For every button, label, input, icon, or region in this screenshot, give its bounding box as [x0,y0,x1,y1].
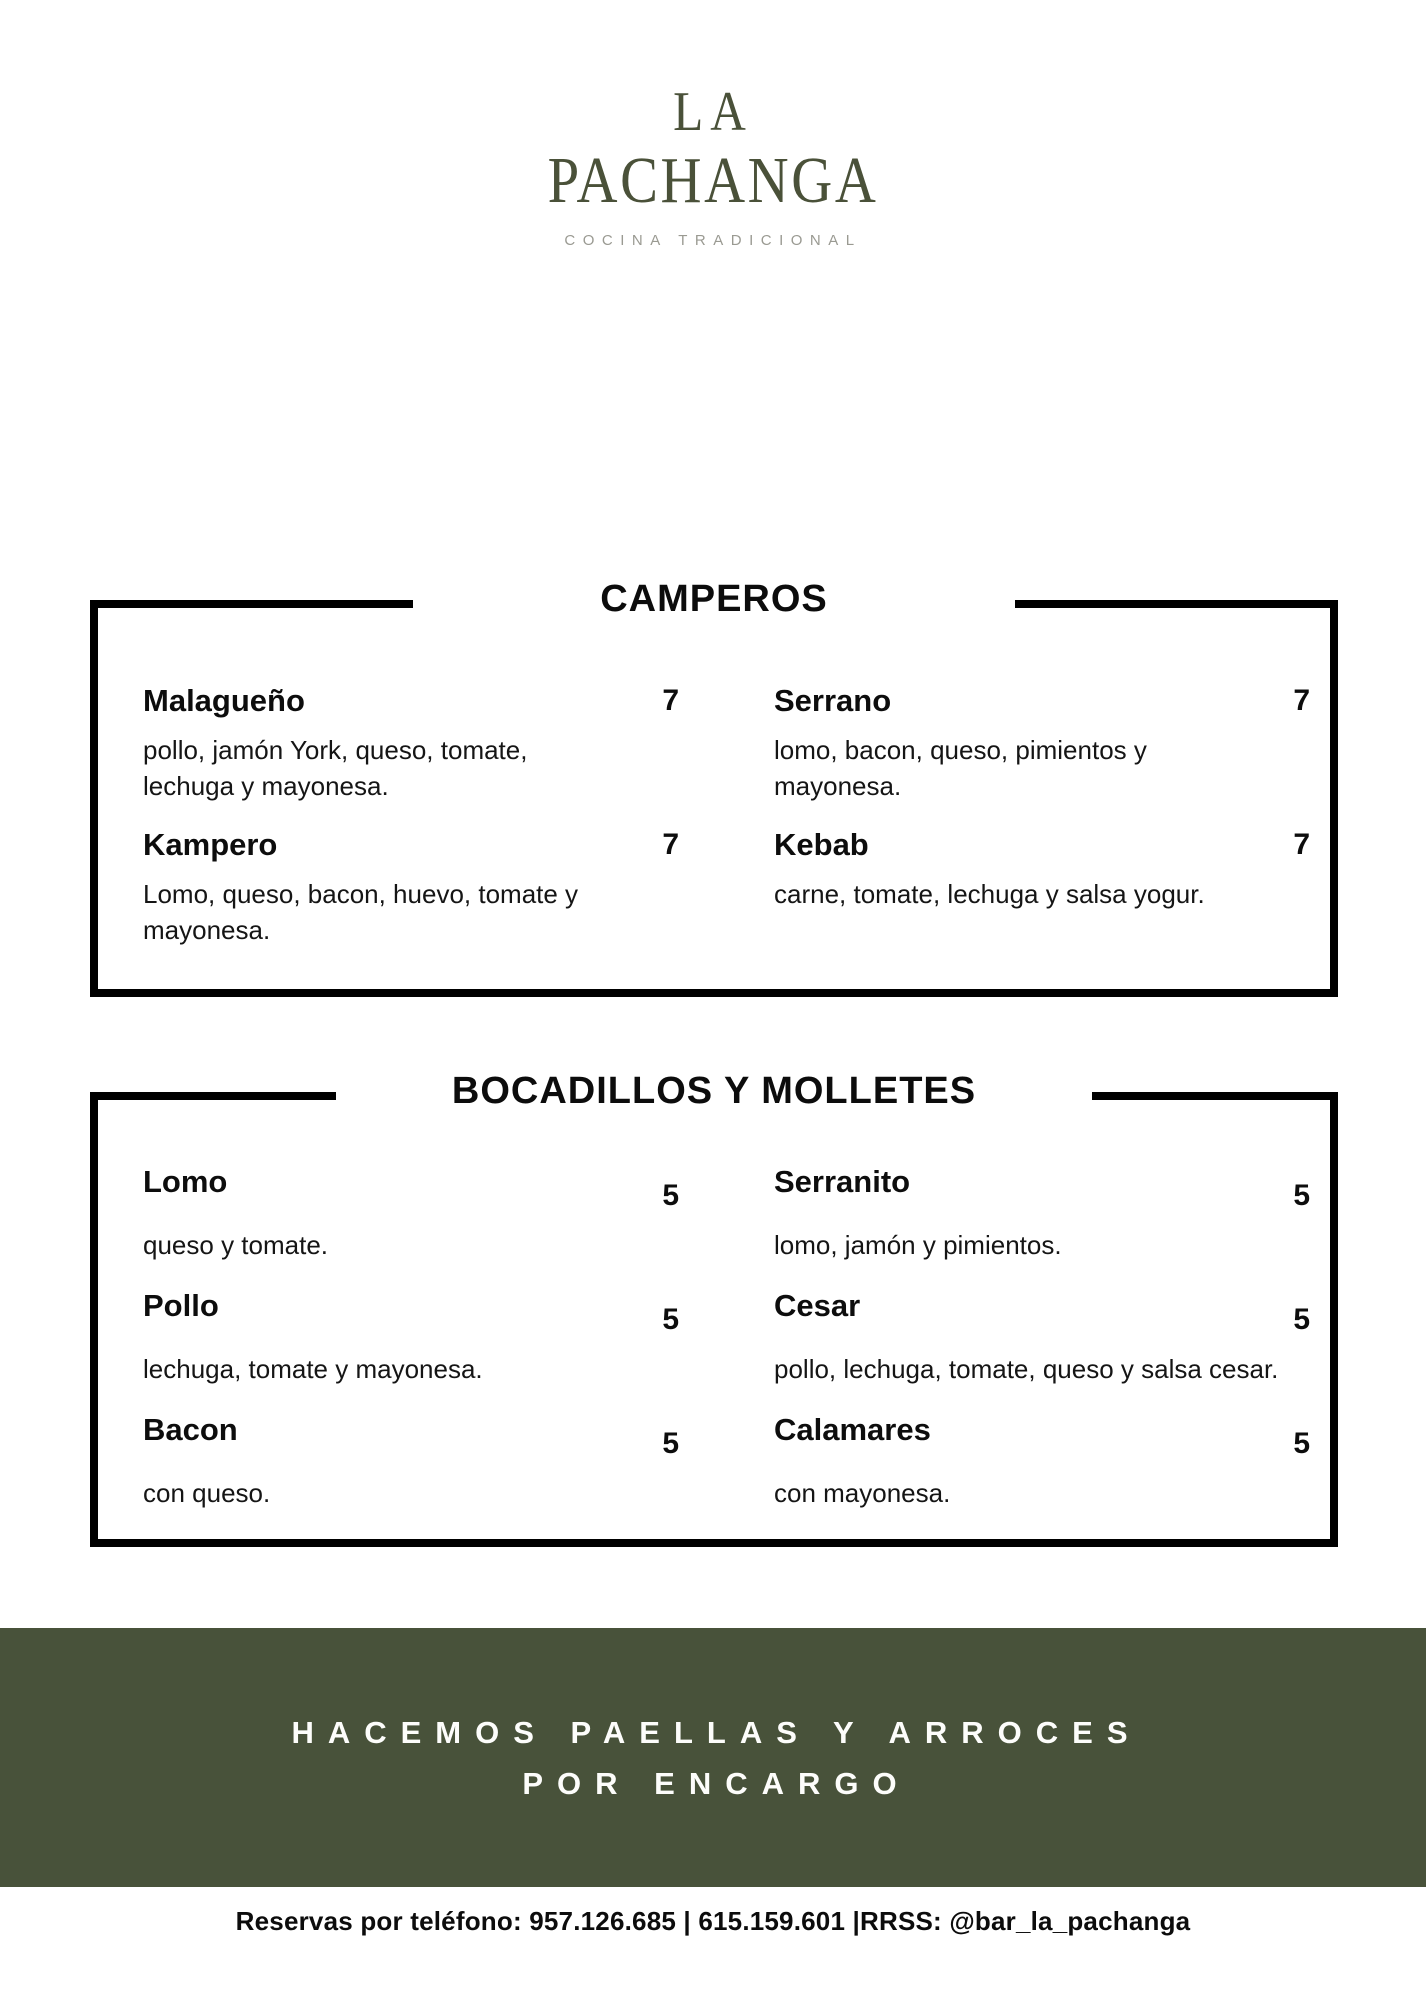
logo-line-pachanga: PACHANGA [547,144,879,217]
reservations-footer: Reservas por teléfono: 957.126.685 | 615.159.601 |RRSS: @bar_la_pachanga [235,1906,1191,1936]
item-description: pollo, jamón York, queso, tomate, lechuga y mayonesa. [143,735,528,801]
item-price: 5 [662,1427,679,1460]
menu-item-serranito [774,1163,1310,1263]
item-price: 5 [1293,1303,1310,1336]
item-price: 5 [1293,1179,1310,1212]
banner-line-2: POR ENCARGO [522,1765,911,1801]
camperos-grid [98,608,1330,948]
item-description: pollo, lechuga, tomate, queso y salsa cesar. [774,1354,1279,1384]
item-price: 5 [662,1179,679,1212]
item-head [143,1287,679,1339]
menu-item-kebab [774,826,1310,948]
logo-tagline: COCINA TRADICIONAL [564,232,862,249]
menu-item-cesar [774,1287,1310,1387]
item-name: Serrano [774,683,892,718]
bocadillos-grid [98,1100,1330,1511]
item-name: Bacon [143,1412,238,1447]
item-description: lechuga, tomate y mayonesa. [143,1354,483,1384]
item-head [143,826,679,864]
item-name: Serranito [774,1164,911,1199]
menu-item-serrano [774,682,1310,804]
item-price: 7 [662,828,679,861]
menu-item-pollo [143,1287,679,1387]
menu-item-bacon [143,1411,679,1511]
banner-line-1: HACEMOS PAELLAS Y ARROCES [291,1714,1142,1750]
item-name: Kampero [143,827,278,862]
restaurant-logo [0,81,1426,249]
item-name: Lomo [143,1164,228,1199]
section-camperos [90,578,1338,997]
menu-item-malagueno [143,682,679,804]
item-description: Lomo, queso, bacon, huevo, tomate y mayonesa. [143,879,579,945]
section-title-bocadillos: BOCADILLOS Y MOLLETES [336,1068,1092,1114]
item-price: 7 [662,684,679,717]
item-name: Pollo [143,1288,219,1323]
item-price: 5 [1293,1427,1310,1460]
paellas-banner [0,1628,1426,1887]
item-description: con mayonesa. [774,1478,951,1508]
item-name: Malagueño [143,683,305,718]
item-head [774,1411,1310,1463]
menu-item-lomo [143,1163,679,1263]
item-description: lomo, bacon, queso, pimientos y mayonesa. [774,735,1147,801]
menu-item-kampero [143,826,679,948]
item-description: carne, tomate, lechuga y salsa yogur. [774,879,1205,909]
item-description: queso y tomate. [143,1230,328,1260]
section-title-camperos: CAMPEROS [413,576,1015,622]
item-name: Calamares [774,1412,931,1447]
item-name: Kebab [774,827,869,862]
item-price: 5 [662,1303,679,1336]
item-head [774,1287,1310,1339]
item-price: 7 [1293,828,1310,861]
item-head [143,682,679,720]
item-description: con queso. [143,1478,271,1508]
item-head [774,682,1310,720]
item-head [774,826,1310,864]
item-head [143,1411,679,1463]
logo-line-la: LA [673,81,753,143]
item-price: 7 [1293,684,1310,717]
menu-item-calamares [774,1411,1310,1511]
item-head [774,1163,1310,1215]
section-bocadillos-y-molletes [90,1070,1338,1547]
item-description: lomo, jamón y pimientos. [774,1230,1062,1260]
item-head [143,1163,679,1215]
item-name: Cesar [774,1288,861,1323]
